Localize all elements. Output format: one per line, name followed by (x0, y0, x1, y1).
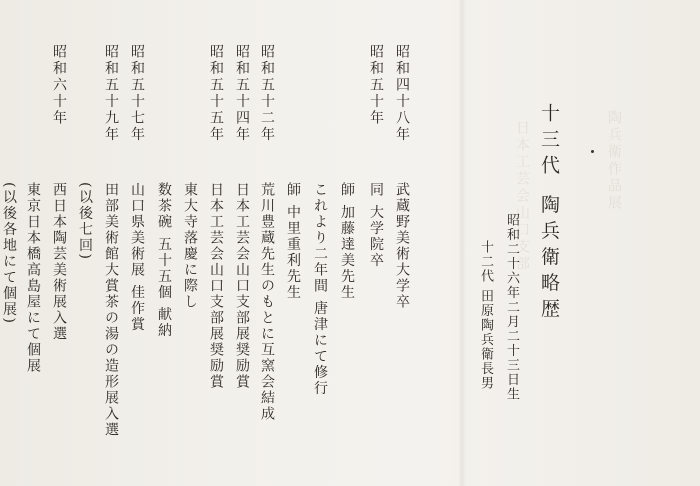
history-entry: (以後七回) (77, 182, 93, 261)
history-entry: 田部美術館大賞茶の湯の造形展入選 (103, 182, 119, 438)
birth-date: 昭和二十六年二月二十三日生 (504, 213, 519, 402)
history-entry: (以後各地にて個展) (1, 182, 17, 325)
document-title: 十三代 陶兵衛略歴 (538, 103, 560, 325)
history-entry: 日本工芸会山口支部展奨励賞 (208, 182, 224, 390)
history-entry: 師 中里重利先生 (285, 182, 301, 301)
year-label: 昭和五十九年 (103, 44, 119, 143)
year-label: 昭和五十七年 (129, 44, 145, 143)
show-through-text: 陶兵衛作品展 (606, 110, 622, 212)
show-through-text: 日本工芸会山口支部 (514, 120, 530, 273)
history-entry: 数茶碗 五十五個 献納 (156, 182, 172, 339)
page-fold (458, 0, 466, 486)
year-label: 昭和六十年 (51, 44, 67, 127)
year-label: 昭和五十二年 (259, 44, 275, 143)
history-entry: 東大寺落慶に際し (182, 182, 198, 310)
lineage: 十二代 田原陶兵衛長男 (478, 240, 493, 391)
ink-dot (591, 150, 594, 153)
year-label: 昭和五十年 (368, 44, 384, 127)
year-label: 昭和五十五年 (208, 44, 224, 143)
history-entry: 師 加藤達美先生 (339, 182, 355, 301)
history-entry: 東京日本橋高島屋にて個展 (25, 182, 41, 374)
history-entry: 荒川豊蔵先生のもとに互窯会結成 (259, 182, 275, 422)
history-entry: 武蔵野美術大学卒 (394, 182, 410, 310)
year-label: 昭和四十八年 (394, 44, 410, 143)
history-entry: 西日本陶芸美術展入選 (51, 182, 67, 342)
history-entry: 同 大学院卒 (368, 182, 384, 269)
history-entry: 日本工芸会山口支部展奨励賞 (234, 182, 250, 390)
history-entry: 山口県美術展 佳作賞 (129, 182, 145, 333)
year-label: 昭和五十四年 (234, 44, 250, 143)
history-entry: これより二年間 唐津にて修行 (312, 182, 328, 397)
